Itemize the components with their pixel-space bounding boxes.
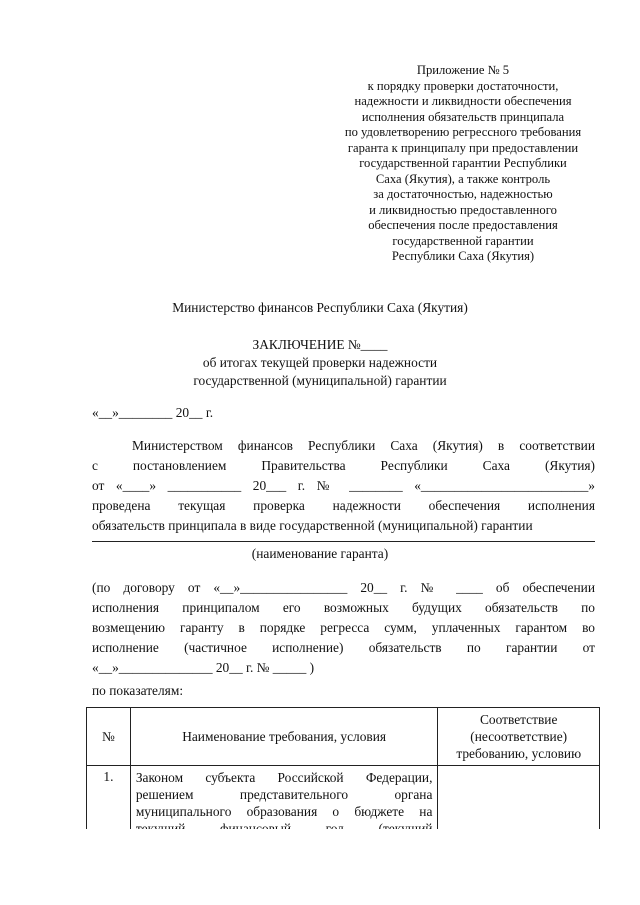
annex-line: исполнения обязательств принципала [361,109,565,124]
row-num: 1. [87,766,131,858]
table-header-row [87,708,600,766]
annex-line: Республики Саха (Якутия) [391,249,535,263]
contract-line: исполнение (частичное исполнение) обязательств по гарантии от [92,640,595,655]
annex-line: надежности и ликвидности обеспечения [354,94,572,108]
annex-header [318,63,608,265]
header-compliance [438,708,600,766]
paragraph-line: обязательств принципала в виде государственной (муниципальной) гарантии [92,518,533,533]
contract-line: возмещению гаранту в порядке регресса сумм, уплаченных гарантом во [92,620,595,635]
title-subtitle-2: государственной (муниципальной) гарантии [193,373,447,388]
paragraph-line: от «____» ___________ 20___ г. № ________ «_________________________» [92,478,595,493]
annex-line: государственной гарантии Республики [359,156,567,170]
header-compliance-line: (несоответствие) [470,729,568,744]
contract-line: исполнения принципалом его возможных будущих обязательств по [92,600,595,615]
ministry-name: Министерство финансов Республики Саха (Якутия) [172,300,468,315]
annex-line: за достаточностью, надежностью [373,187,553,201]
annex-line: Саха (Якутия), а также контроль [375,171,551,186]
annex-line: гаранта к принципалу при предоставлении [347,140,579,155]
indicators-lead: по показателям: [92,683,184,698]
contract-line: (по договору от «__»________________ 20__ г. № ____ об обеспечении [92,580,595,595]
header-compliance-line: Соответствие [479,712,558,727]
annex-line: и ликвидностью предоставленного [369,202,557,217]
header-compliance-line: требованию, условию [456,746,582,761]
annex-line: государственной гарантии [392,233,534,248]
requirement-line: решением представительного органа [135,787,433,802]
paragraph-line: Министерством финансов Республики Саха (Якутия) в соответствии [132,438,595,453]
header-num: № [87,708,131,766]
annex-line: Приложение № 5 [416,63,510,77]
guarantor-fill-line [92,541,595,542]
annex-line: по удовлетворению регрессного требования [344,125,582,139]
document-title [0,336,640,390]
date-line: «__»________ 20__ г. [92,405,214,420]
title-heading: ЗАКЛЮЧЕНИЕ №____ [252,337,388,352]
annex-line: к порядку проверки достаточности, [367,78,559,93]
guarantor-caption: (наименование гаранта) [251,546,389,561]
paragraph-line: проведена текущая проверка надежности обеспечения исполнения [92,498,595,513]
requirement-line: Законом субъекта Российской Федерации, [135,770,433,785]
title-subtitle-1: об итогах текущей проверки надежности [202,355,438,370]
paragraph-line: с постановлением Правительства Республики Саха (Якутия) [92,458,595,473]
page-bottom-margin [86,829,606,905]
requirement-line: муниципального образования о бюджете на [135,804,433,819]
header-name: Наименование требования, условия [130,708,438,766]
contract-line: «__»______________ 20__ г. № _____ ) [92,660,315,675]
annex-line: обеспечения после предоставления [368,218,558,232]
